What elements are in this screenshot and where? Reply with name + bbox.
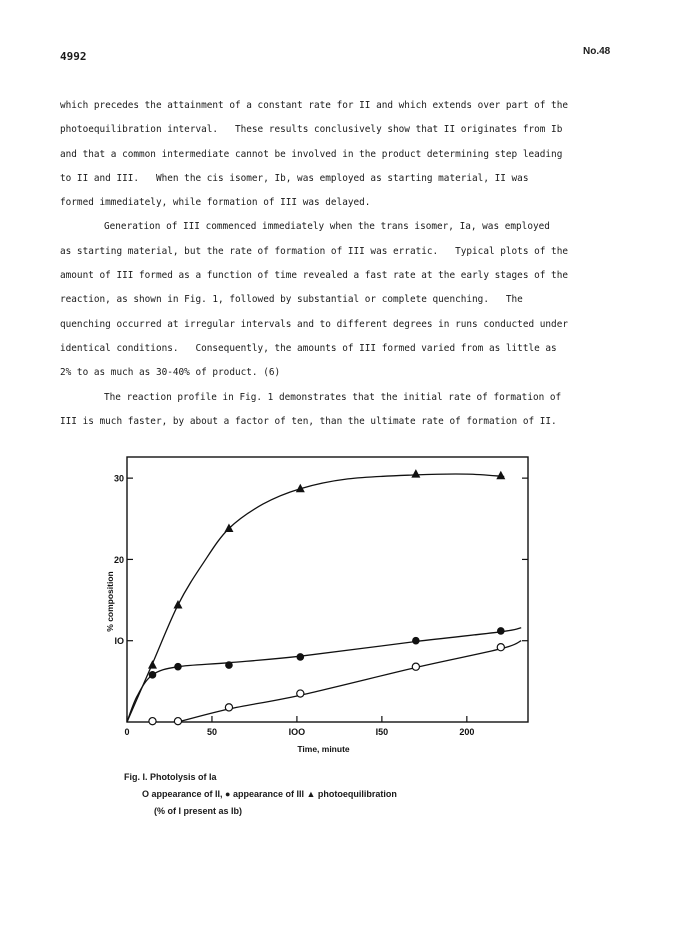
text-line: amount of III formed as a function of time revealed a fast rate at the early stages of the — [60, 270, 568, 282]
data-point-filled-circle — [297, 653, 305, 661]
caption-note: (% of I present as Ib) — [154, 806, 243, 816]
y-tick-label: 30 — [113, 473, 124, 484]
data-point-open-circle — [297, 690, 304, 697]
data-point-filled-circle — [149, 671, 157, 679]
text-line: quenching occurred at irregular intervals and to different degrees in runs conducted under — [60, 318, 568, 330]
text-line: and that a common intermediate cannot be involved in the product determining step leading — [60, 148, 563, 160]
page-number: 4992 — [60, 50, 87, 63]
text-line: identical conditions. Consequently, the amounts of III formed varied from as little as — [60, 342, 557, 354]
data-point-open-circle — [497, 644, 504, 651]
x-tick-label: 50 — [206, 727, 217, 737]
data-point-triangle — [296, 484, 305, 493]
text-line: which precedes the attainment of a constant rate for II and which extends over part of the — [60, 100, 568, 111]
series-line — [178, 641, 521, 722]
data-point-open-circle — [225, 704, 232, 711]
text-line: Generation of III commenced immediately when the trans isomer, Ia, was employed — [104, 221, 550, 233]
x-tick-label: 200 — [459, 727, 475, 737]
x-tick-label: 0 — [124, 727, 130, 737]
plot-frame — [127, 457, 528, 722]
body-text — [60, 94, 620, 434]
x-tick-label: IOO — [288, 727, 306, 737]
data-point-open-circle — [174, 718, 181, 725]
data-point-open-circle — [412, 663, 419, 670]
data-point-triangle — [411, 469, 420, 478]
text-line: to II and III. When the cis isomer, Ib, was employed as starting material, II was — [60, 172, 529, 184]
text-line: as starting material, but the rate of formation of III was erratic. Typical plots of the — [60, 245, 568, 257]
text-line: III is much faster, by about a factor of ten, than the ultimate rate of formation of II. — [60, 415, 557, 427]
data-point-filled-circle — [412, 637, 420, 645]
text-line: photoequilibration interval. These results conclusively show that II originates from Ib — [60, 124, 563, 136]
y-axis-label: % composition — [105, 571, 115, 632]
data-point-filled-circle — [174, 663, 182, 671]
series-line — [127, 474, 504, 722]
figure-caption — [124, 769, 397, 820]
y-tick-label: IO — [114, 636, 124, 647]
journal-issue-number: No.48 — [583, 46, 611, 57]
y-tick-label: 20 — [113, 554, 124, 565]
caption-legend: O appearance of II, ● appearance of III ▲ photoequilibration — [142, 789, 397, 799]
x-axis-label: Time, minute — [297, 744, 350, 754]
text-line: The reaction profile in Fig. 1 demonstrates that the initial rate of formation of — [104, 391, 562, 403]
data-point-filled-circle — [497, 627, 505, 635]
data-point-triangle — [496, 471, 505, 480]
series-line — [127, 628, 521, 722]
text-line: formed immediately, while formation of III was delayed. — [60, 197, 371, 209]
data-point-filled-circle — [225, 661, 233, 669]
text-line: 2% to as much as 30-40% of product. (6) — [60, 367, 281, 379]
text-line: reaction, as shown in Fig. 1, followed by substantial or complete quenching. The — [60, 294, 523, 306]
data-point-triangle — [173, 600, 182, 609]
data-point-open-circle — [149, 718, 156, 725]
x-tick-label: I50 — [375, 727, 389, 737]
data-point-triangle — [148, 660, 157, 669]
caption-title: Fig. I. Photolysis of Ia — [124, 772, 217, 782]
data-point-triangle — [224, 524, 233, 533]
